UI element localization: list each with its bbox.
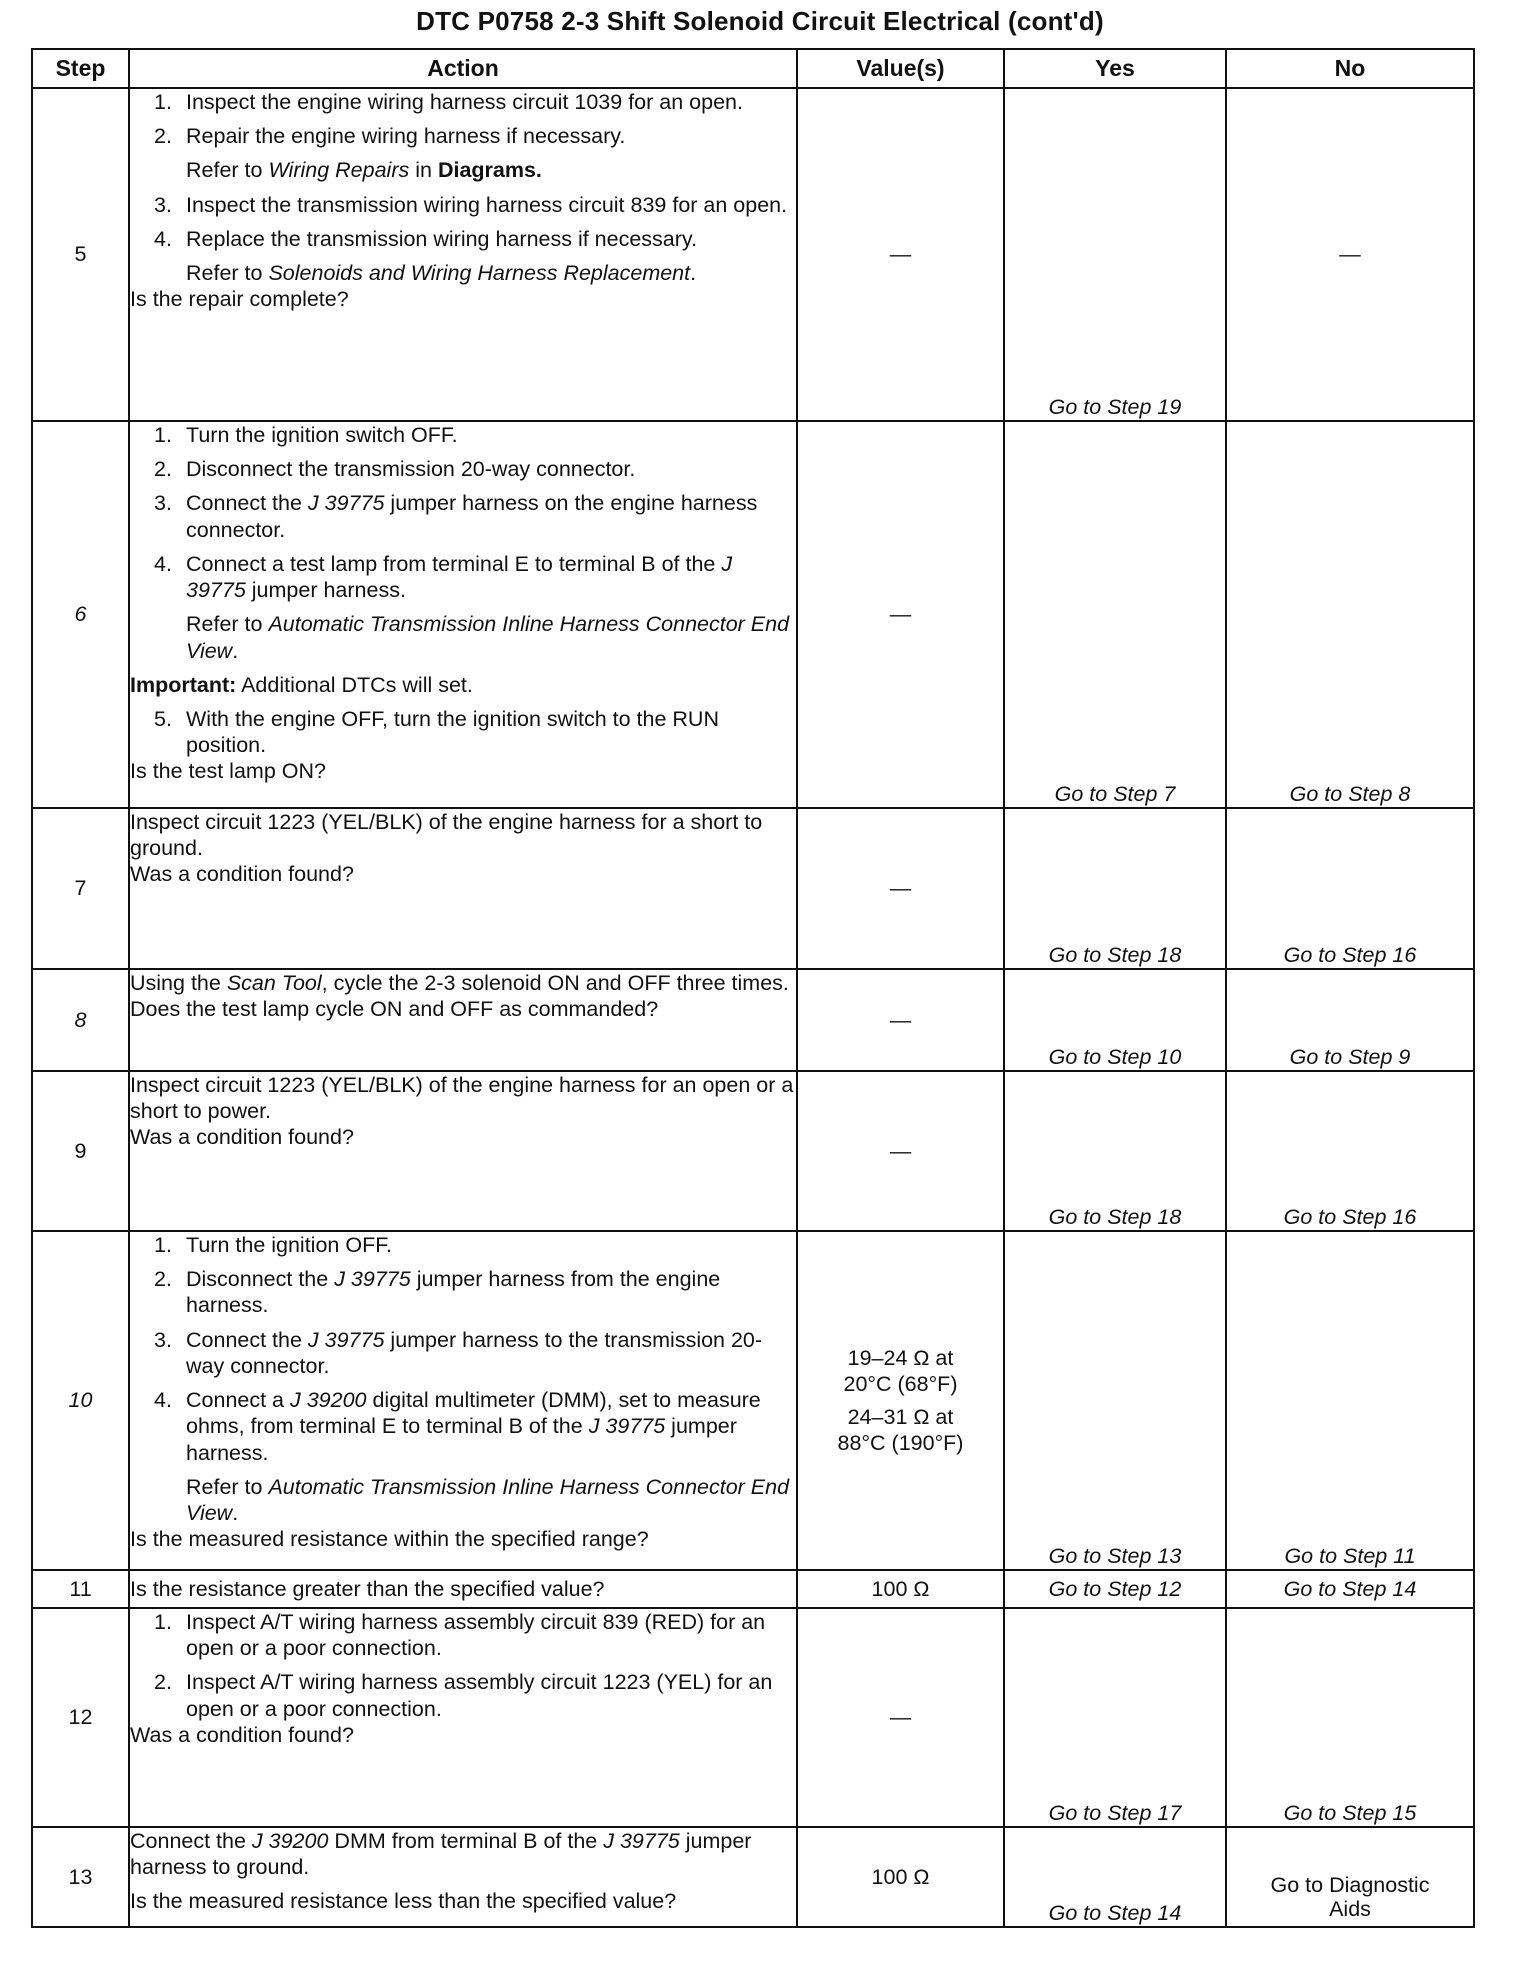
no-cell: Go to Step 9 bbox=[1226, 969, 1474, 1071]
step-number: 13 bbox=[32, 1827, 129, 1927]
list-item: 2. Disconnect the transmission 20-way connector. bbox=[154, 457, 636, 482]
value-cell bbox=[797, 1231, 1004, 1570]
reference-note: Refer to Solenoids and Wiring Harness Replacement. bbox=[186, 261, 697, 286]
list-item: 1. Turn the ignition switch OFF. bbox=[154, 423, 458, 447]
list-item: 5. With the engine OFF, turn the ignition switch to the RUN position. bbox=[154, 706, 719, 758]
instruction-text: Inspect circuit 1223 (YEL/BLK) of the engine harness for a short to ground. bbox=[130, 810, 763, 861]
yes-cell: Go to Step 18 bbox=[1004, 808, 1226, 969]
table-row-step-8 bbox=[32, 969, 1474, 1071]
list-item: 4. Connect a test lamp from terminal E to terminal B of the J 39775 jumper harness. bbox=[154, 551, 733, 603]
header-no: No bbox=[1226, 49, 1474, 88]
yes-cell: Go to Step 7 bbox=[1004, 421, 1226, 808]
no-cell: — bbox=[1226, 88, 1474, 421]
header-step: Step bbox=[32, 49, 129, 88]
question: Is the measured resistance within the specified range? bbox=[130, 1527, 649, 1552]
value-cell: — bbox=[797, 88, 1004, 421]
table-row-step-13 bbox=[32, 1827, 1474, 1927]
step-number: 11 bbox=[32, 1570, 129, 1608]
yes-cell: Go to Step 13 bbox=[1004, 1231, 1226, 1570]
question: Does the test lamp cycle ON and OFF as commanded? bbox=[130, 997, 659, 1022]
list-item: 4. Connect a J 39200 digital multimeter (DMM), set to measure ohms, from terminal E to terminal B of the J 39775 jumper harness. bbox=[154, 1388, 761, 1465]
reference-note: Refer to Automatic Transmission Inline Harness Connector End View. bbox=[186, 1474, 790, 1525]
no-cell: Go to Step 11 bbox=[1226, 1231, 1474, 1570]
list-item: 2. Repair the engine wiring harness if necessary. bbox=[154, 124, 626, 149]
table-row-step-5 bbox=[32, 88, 1474, 421]
question: Is the resistance greater than the specified value? bbox=[130, 1576, 605, 1601]
value-cell: 100 Ω bbox=[797, 1827, 1004, 1927]
important-note: Important: Additional DTCs will set. bbox=[130, 672, 473, 697]
question: Is the test lamp ON? bbox=[130, 759, 326, 784]
step-number: 8 bbox=[32, 969, 129, 1071]
step-number: 7 bbox=[32, 808, 129, 969]
instruction-text: Inspect circuit 1223 (YEL/BLK) of the engine harness for an open or a short to power. bbox=[130, 1073, 794, 1124]
step-number: 9 bbox=[32, 1071, 129, 1231]
yes-cell: Go to Step 18 bbox=[1004, 1071, 1226, 1231]
question: Is the repair complete? bbox=[130, 287, 349, 312]
action-cell bbox=[129, 1570, 797, 1608]
action-cell bbox=[129, 808, 797, 969]
table-row-step-10 bbox=[32, 1231, 1474, 1570]
value-cell: 100 Ω bbox=[797, 1570, 1004, 1608]
reference-note: Refer to Wiring Repairs in Diagrams. bbox=[186, 158, 542, 183]
header-yes: Yes bbox=[1004, 49, 1226, 88]
no-cell: Go to Step 8 bbox=[1226, 421, 1474, 808]
question: Was a condition found? bbox=[130, 1125, 354, 1150]
yes-cell: Go to Step 19 bbox=[1004, 88, 1226, 421]
table-row-step-12 bbox=[32, 1608, 1474, 1827]
action-cell bbox=[129, 421, 797, 808]
value-cell: — bbox=[797, 1071, 1004, 1231]
yes-cell: Go to Step 17 bbox=[1004, 1608, 1226, 1827]
diagnostic-table bbox=[31, 48, 1475, 1928]
reference-note: Refer to Automatic Transmission Inline Harness Connector End View. bbox=[186, 612, 790, 663]
no-cell: Go to Step 15 bbox=[1226, 1608, 1474, 1827]
step-number: 6 bbox=[32, 421, 129, 808]
header-values: Value(s) bbox=[797, 49, 1004, 88]
no-cell: Go to Diagnostic Aids bbox=[1226, 1827, 1474, 1927]
list-item: 3. Inspect the transmission wiring harness circuit 839 for an open. bbox=[154, 192, 788, 217]
question: Was a condition found? bbox=[130, 862, 354, 887]
value-cell: — bbox=[797, 969, 1004, 1071]
header-row bbox=[32, 49, 1474, 88]
action-cell bbox=[129, 1071, 797, 1231]
list-item: 4. Replace the transmission wiring harness if necessary. bbox=[154, 226, 698, 251]
list-item: 1. Turn the ignition OFF. bbox=[154, 1233, 392, 1257]
yes-cell: Go to Step 14 bbox=[1004, 1827, 1226, 1927]
list-item: 3. Connect the J 39775 jumper harness to the transmission 20-way connector. bbox=[154, 1327, 763, 1378]
value-cell: — bbox=[797, 1608, 1004, 1827]
instruction-text: Using the Scan Tool, cycle the 2-3 solenoid ON and OFF three times. bbox=[130, 971, 789, 995]
action-cell bbox=[129, 1827, 797, 1927]
no-cell: Go to Step 16 bbox=[1226, 808, 1474, 969]
header-action: Action bbox=[129, 49, 797, 88]
question: Was a condition found? bbox=[130, 1722, 354, 1747]
list-item: 1. Inspect the engine wiring harness circuit 1039 for an open. bbox=[154, 90, 743, 114]
step-number: 5 bbox=[32, 88, 129, 421]
question: Is the measured resistance less than the specified value? bbox=[130, 1889, 677, 1914]
value-cell: — bbox=[797, 808, 1004, 969]
instruction-text: Connect the J 39200 DMM from terminal B of the J 39775 jumper harness to ground. bbox=[130, 1829, 752, 1880]
step-number: 12 bbox=[32, 1608, 129, 1827]
list-item: 2. Disconnect the J 39775 jumper harness from the engine harness. bbox=[154, 1267, 721, 1318]
action-cell bbox=[129, 1608, 797, 1827]
value-cell: — bbox=[797, 421, 1004, 808]
action-cell bbox=[129, 88, 797, 421]
page-title: DTC P0758 2-3 Shift Solenoid Circuit Electrical (cont'd) bbox=[416, 6, 1104, 36]
resistance-spec-20c: 19–24 Ω at 20°C (68°F) bbox=[843, 1346, 958, 1397]
list-item: 3. Connect the J 39775 jumper harness on the engine harness connector. bbox=[154, 491, 758, 542]
table-row-step-6 bbox=[32, 421, 1474, 808]
no-cell: Go to Step 14 bbox=[1226, 1570, 1474, 1608]
table-row-step-11 bbox=[32, 1570, 1474, 1608]
action-cell bbox=[129, 1231, 797, 1570]
step-number: 10 bbox=[32, 1231, 129, 1570]
action-cell bbox=[129, 969, 797, 1071]
list-item: 1. Inspect A/T wiring harness assembly circuit 839 (RED) for an open or a poor connection. bbox=[154, 1610, 766, 1661]
table-row-step-7 bbox=[32, 808, 1474, 969]
resistance-spec-88c: 24–31 Ω at 88°C (190°F) bbox=[837, 1404, 964, 1455]
yes-cell: Go to Step 12 bbox=[1004, 1570, 1226, 1608]
list-item: 2. Inspect A/T wiring harness assembly circuit 1223 (YEL) for an open or a poor connection. bbox=[154, 1670, 773, 1721]
yes-cell: Go to Step 10 bbox=[1004, 969, 1226, 1071]
table-row-step-9 bbox=[32, 1071, 1474, 1231]
no-cell: Go to Step 16 bbox=[1226, 1071, 1474, 1231]
